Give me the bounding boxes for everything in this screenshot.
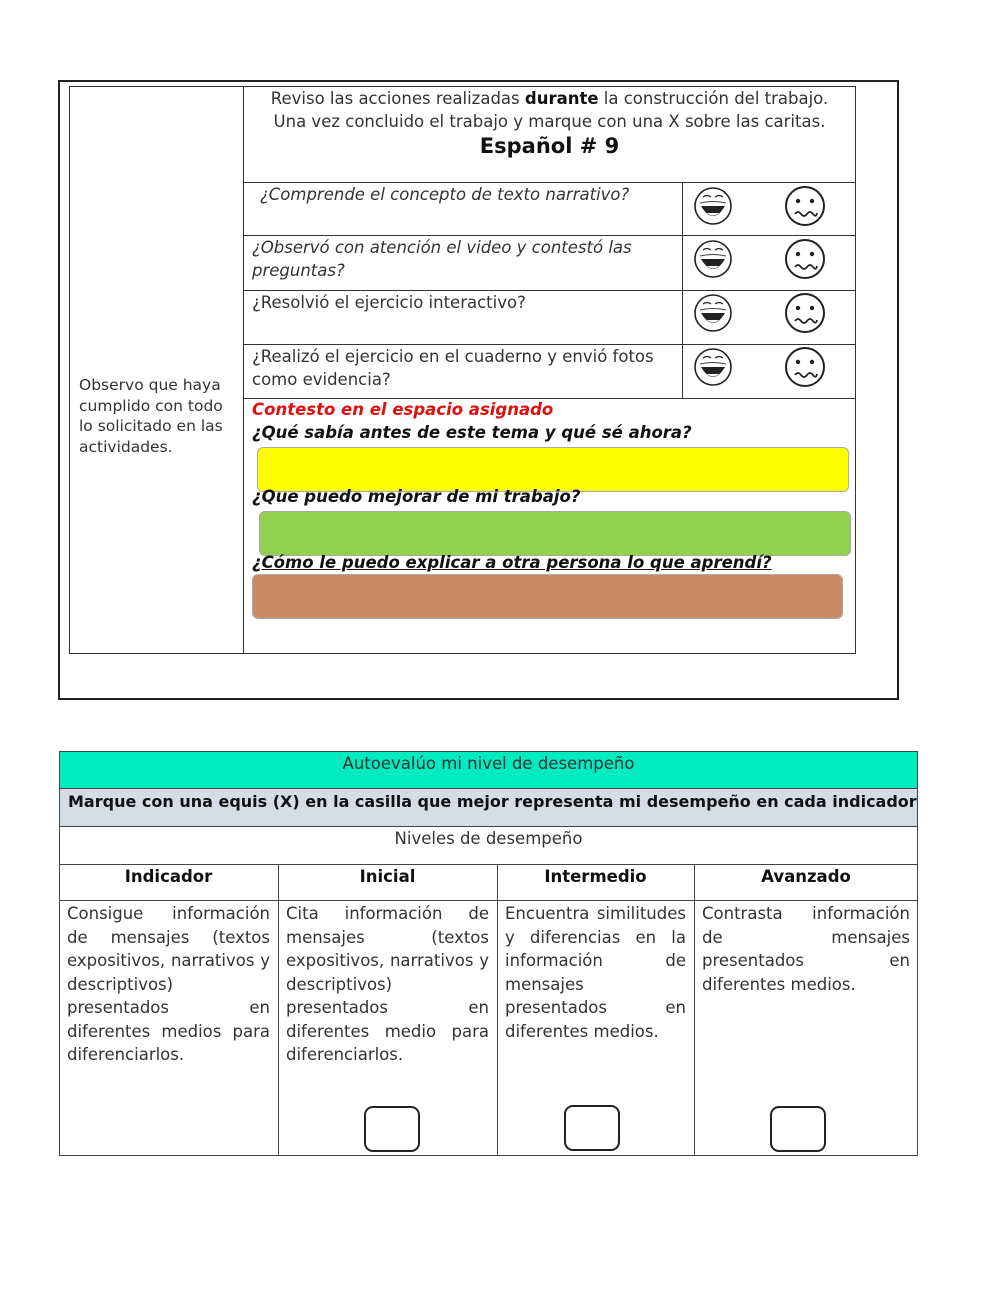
levels-title-row (59, 826, 918, 865)
intro-line-2: Una vez concluido el trabajo y marque con una X sobre las caritas. (273, 112, 826, 131)
reflection-question-3: ¿Cómo le puedo explicar a otra persona lo que aprendí? (252, 553, 772, 572)
answer-field-2[interactable] (259, 511, 851, 556)
worried-face-icon[interactable] (783, 291, 827, 335)
rubric-title-row (59, 751, 918, 789)
left-note: Observo que haya cumplido con todo lo solicitado en las actividades. (79, 376, 223, 456)
cell-inicial: Cita información de mensajes (textos expositivos, narrativos y descriptivos) presentados en diferentes medio para diferenciarlos. (286, 904, 489, 1064)
checkbox-intermedio[interactable] (564, 1105, 620, 1151)
rubric-instruction-row (59, 788, 918, 827)
question-2: ¿Observó con atención el video y contestó las preguntas? (252, 238, 632, 280)
cell-avanzado: Contrasta información de mensajes presentados en diferentes medios. (702, 904, 910, 994)
happy-face-icon[interactable] (692, 345, 734, 389)
intro-line-1 (243, 87, 856, 110)
question-1: ¿Comprende el concepto de texto narrativo? (260, 185, 630, 204)
checkbox-inicial[interactable] (364, 1106, 420, 1152)
worried-face-icon[interactable] (783, 237, 827, 281)
col-header-indicador: Indicador (124, 867, 213, 886)
left-column-divider (243, 86, 244, 654)
happy-face-icon[interactable] (692, 184, 734, 228)
intro-text-bold: durante (524, 89, 599, 108)
page-title: Español # 9 (479, 134, 620, 158)
checkbox-avanzado[interactable] (770, 1106, 826, 1152)
question-4: ¿Realizó el ejercicio en el cuaderno y envió fotos como evidencia? (252, 347, 654, 389)
intro-text-post: la construcción del trabajo. (598, 89, 829, 108)
col-header-inicial: Inicial (359, 867, 416, 886)
reflection-question-2: ¿Que puedo mejorar de mi trabajo? (252, 487, 581, 506)
worried-face-icon[interactable] (783, 184, 827, 228)
col-header-avanzado: Avanzado (761, 867, 851, 886)
rubric-instruction: Marque con una equis (X) en la casilla que mejor representa mi desempeño en cada indicador (68, 792, 917, 811)
answer-instruction: Contesto en el espacio asignado (252, 400, 554, 419)
col-header-intermedio: Intermedio (544, 867, 647, 886)
rubric-title: Autoevalúo mi nivel de desempeño (342, 754, 635, 773)
intro-text-pre: Reviso las acciones realizadas (270, 89, 525, 108)
happy-face-icon[interactable] (692, 291, 734, 335)
header-row-line (59, 900, 918, 901)
cell-intermedio: Encuentra similitudes y diferencias en la información de mensajes presentados en diferentes medios. (505, 904, 686, 1041)
cell-indicador: Consigue información de mensajes (textos expositivos, narrativos y descriptivos) presentados en diferentes medios para diferenciarlos. (67, 904, 270, 1064)
answer-field-3[interactable] (252, 574, 843, 619)
worried-face-icon[interactable] (783, 345, 827, 389)
levels-title: Niveles de desempeño (394, 829, 583, 848)
happy-face-icon[interactable] (692, 237, 734, 281)
reflection-question-1: ¿Qué sabía antes de este tema y qué sé ahora? (252, 423, 692, 442)
question-3: ¿Resolvió el ejercicio interactivo? (252, 293, 526, 312)
